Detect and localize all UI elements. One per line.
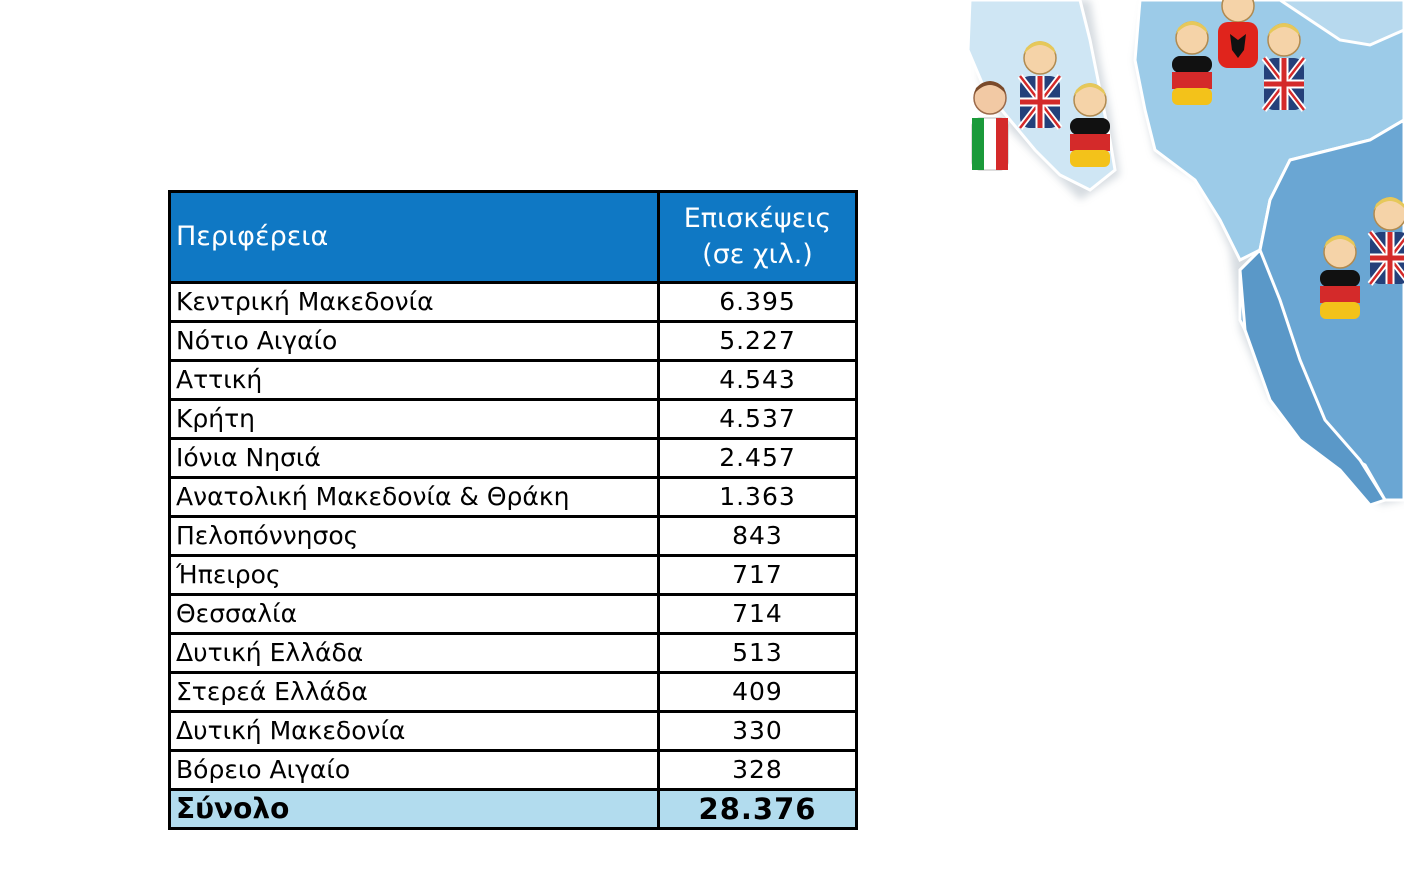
tourist-figure-albania [1218,0,1258,68]
visits-cell: 4.543 [658,361,856,400]
region-cell: Κεντρική Μακεδονία [170,283,659,322]
table-row [170,478,857,517]
visits-cell: 5.227 [658,322,856,361]
greece-map-illustration [940,0,1404,520]
tourist-figure-uk-2 [1264,23,1304,110]
visits-cell: 843 [658,517,856,556]
region-cell: Κρήτη [170,400,659,439]
region-cell: Αττική [170,361,659,400]
tourist-figure-germany-3 [1320,235,1360,319]
region-cell: Ήπειρος [170,556,659,595]
visits-cell: 1.363 [658,478,856,517]
table-row [170,673,857,712]
visits-cell: 409 [658,673,856,712]
visits-cell: 2.457 [658,439,856,478]
header-visits-line1: Επισκέψεις [683,203,832,234]
tourist-figure-germany-1 [1070,83,1110,167]
visits-cell: 513 [658,634,856,673]
header-region: Περιφέρεια [170,192,659,283]
visits-cell: 4.537 [658,400,856,439]
region-cell: Δυτική Μακεδονία [170,712,659,751]
visits-cell: 328 [658,751,856,790]
table-row [170,595,857,634]
region-cell: Ιόνια Νησιά [170,439,659,478]
table-row [170,283,857,322]
total-value: 28.376 [658,790,856,829]
tourist-figure-uk-3 [1370,197,1404,284]
table-row [170,361,857,400]
table-row [170,751,857,790]
table-row [170,556,857,595]
region-cell: Δυτική Ελλάδα [170,634,659,673]
header-visits [658,192,856,283]
region-cell: Στερεά Ελλάδα [170,673,659,712]
visits-cell: 714 [658,595,856,634]
region-cell: Ανατολική Μακεδονία & Θράκη [170,478,659,517]
region-cell: Πελοπόννησος [170,517,659,556]
tourist-figure-italy [972,81,1008,170]
table-row [170,322,857,361]
tourist-figure-germany-2 [1172,21,1212,105]
table-row [170,634,857,673]
region-cell: Θεσσαλία [170,595,659,634]
table-row [170,712,857,751]
table-body [170,283,857,829]
total-row [170,790,857,829]
visits-cell: 717 [658,556,856,595]
region-cell: Βόρειο Αιγαίο [170,751,659,790]
table-row [170,517,857,556]
visits-by-region-table [168,190,858,830]
total-label: Σύνολο [170,790,659,829]
visits-cell: 330 [658,712,856,751]
table-header-row [170,192,857,283]
region-cell: Νότιο Αιγαίο [170,322,659,361]
table-row [170,439,857,478]
visits-cell: 6.395 [658,283,856,322]
header-visits-line2: (σε χιλ.) [702,239,813,270]
table-row [170,400,857,439]
tourist-figure-uk-1 [1020,41,1060,128]
